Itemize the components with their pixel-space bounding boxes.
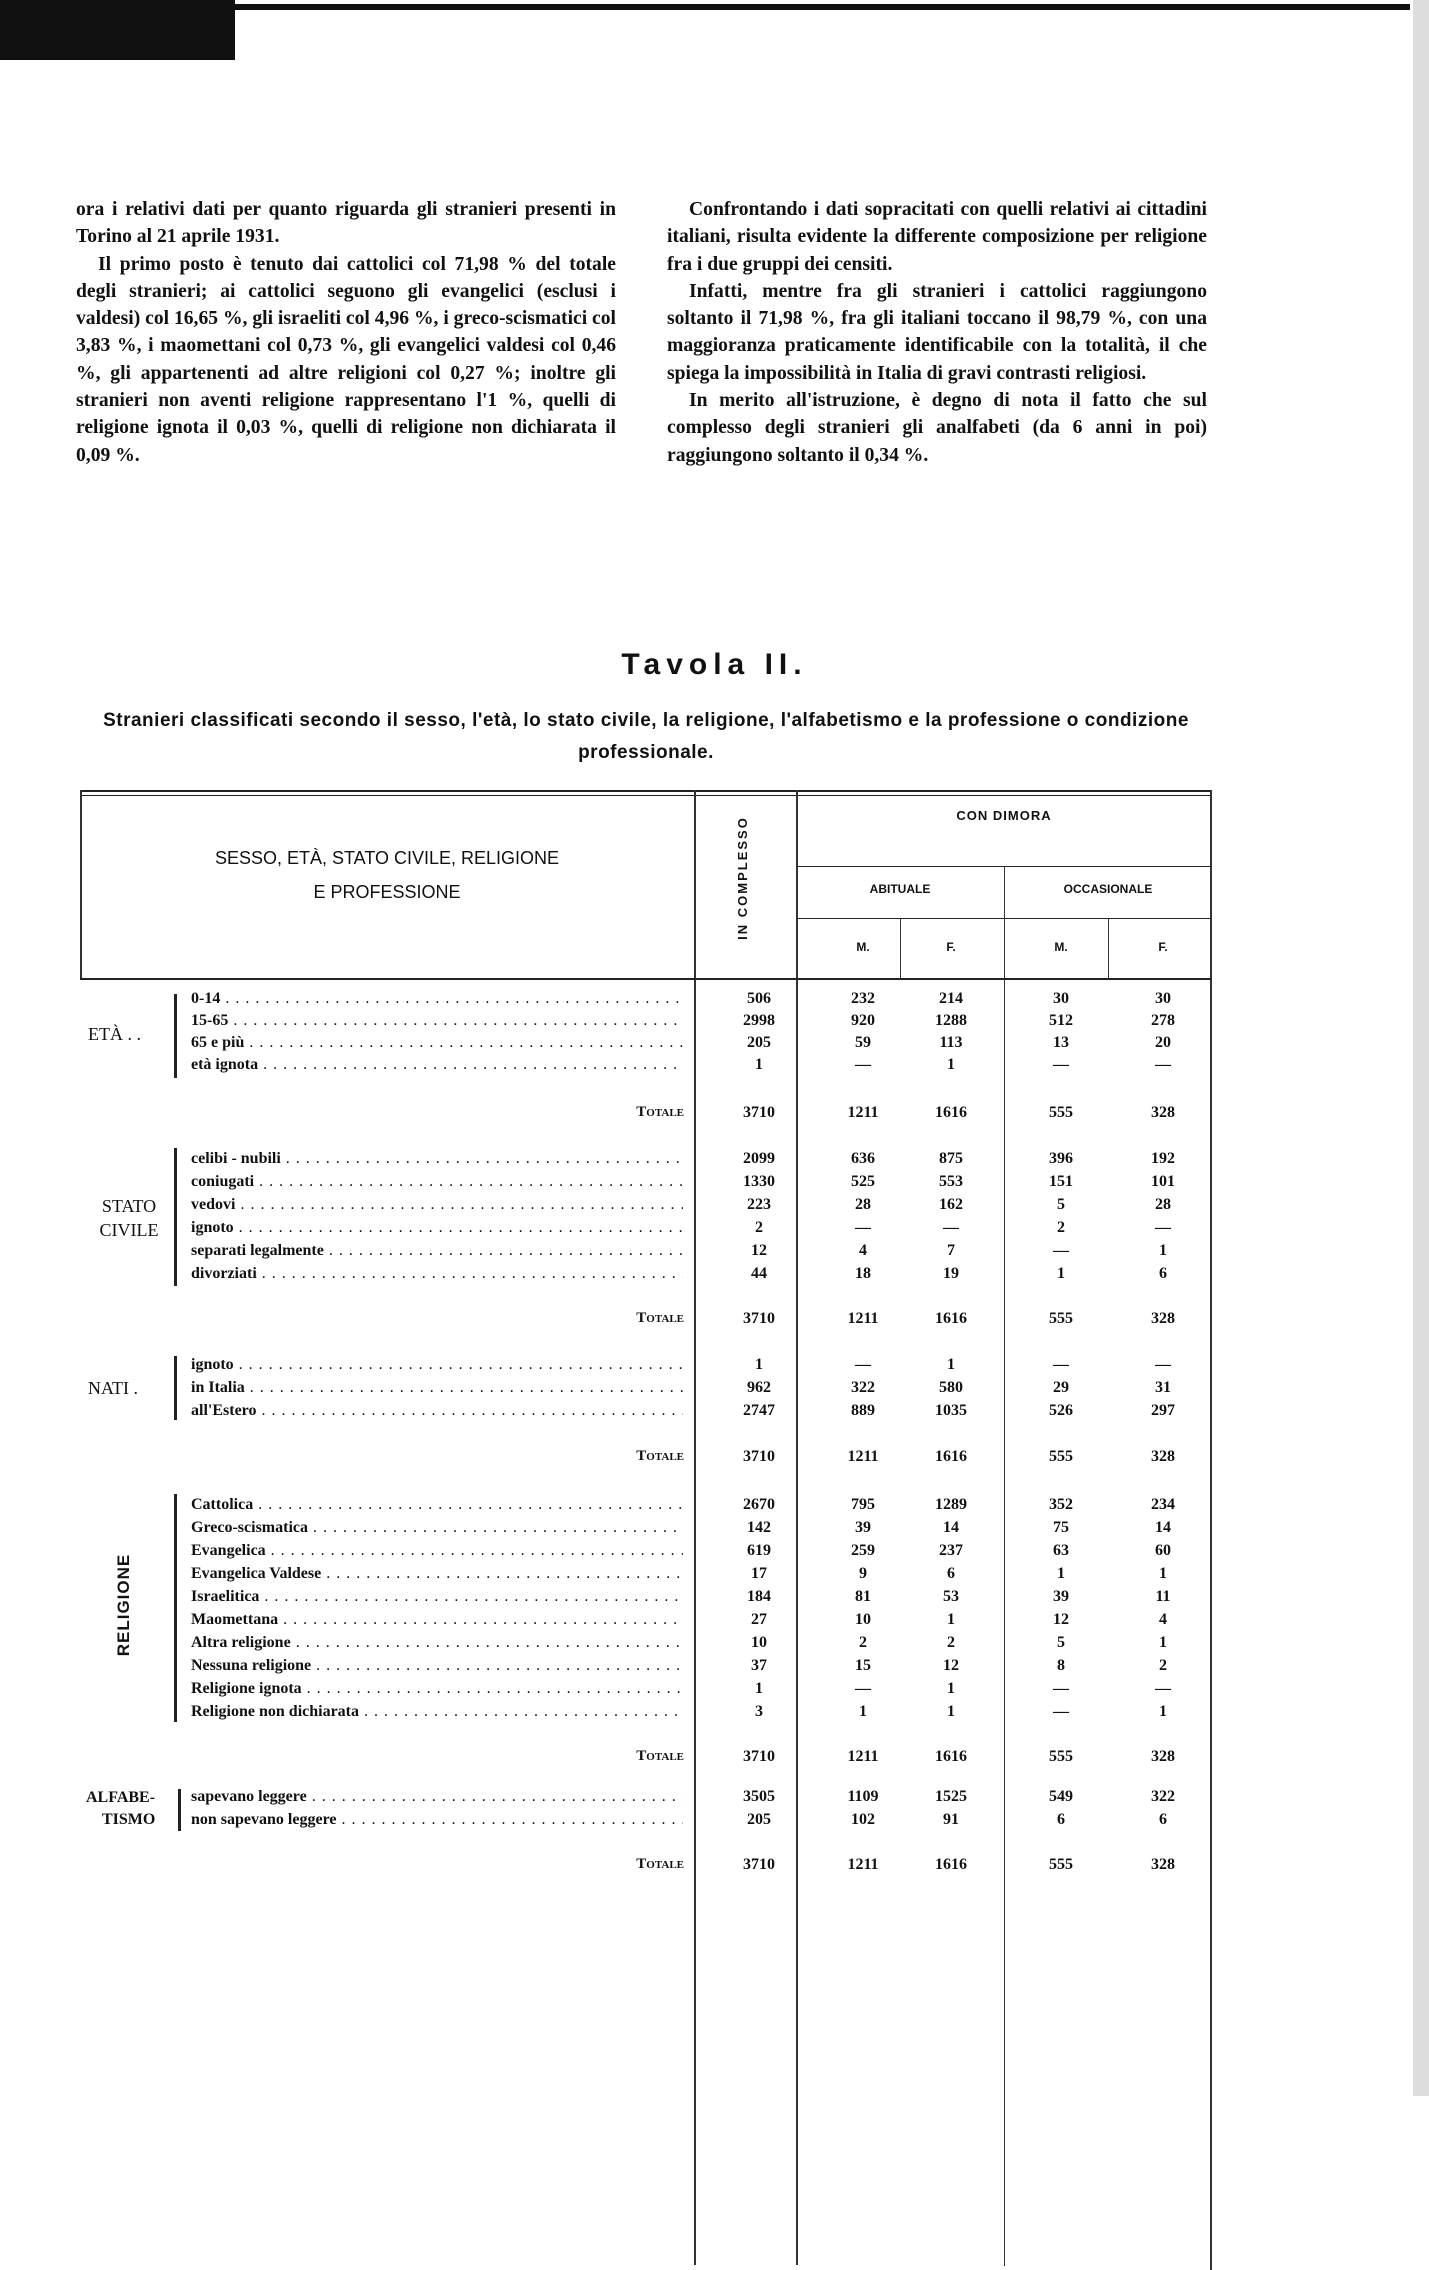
table-row <box>0 1379 1429 1401</box>
table-row <box>0 1634 1429 1656</box>
group-label-eta: ETÀ . . <box>88 1024 141 1044</box>
cell-abituale-m: — <box>855 1219 871 1236</box>
cell-abituale-m: 9 <box>859 1565 867 1582</box>
cell-in-complesso: 1330 <box>743 1173 775 1190</box>
paragraph: In merito all'istruzione, è degno di nota il fatto che sul complesso degli stranieri gli analfabeti (da 6 anni in poi) raggiungono soltanto il 0,34 %. <box>667 390 1207 466</box>
cell-occasionale-f: 2 <box>1159 1657 1167 1674</box>
total-label: Totale <box>636 1104 684 1120</box>
table-row <box>0 1056 1429 1078</box>
table-row <box>0 1788 1429 1810</box>
cell-total: 555 <box>1049 1310 1073 1327</box>
group-label-religione: RELIGIONE <box>114 1553 133 1657</box>
cell-abituale-f: 1 <box>947 1356 955 1373</box>
cell-abituale-m: 18 <box>855 1265 871 1282</box>
text-column-left <box>76 196 616 469</box>
cell-total: 1211 <box>847 1448 879 1465</box>
cell-in-complesso: 3 <box>755 1703 763 1720</box>
cell-in-complesso: 962 <box>747 1379 771 1396</box>
cell-in-complesso: 44 <box>751 1265 767 1282</box>
cell-total: 1616 <box>935 1748 967 1765</box>
cell-occasionale-m: 5 <box>1057 1634 1065 1651</box>
cell-in-complesso: 205 <box>747 1034 771 1051</box>
cell-occasionale-m: — <box>1053 1056 1069 1073</box>
total-label: Totale <box>636 1448 684 1464</box>
cell-occasionale-f: 31 <box>1155 1379 1171 1396</box>
cell-in-complesso: 37 <box>751 1657 767 1674</box>
cell-occasionale-m: — <box>1053 1680 1069 1697</box>
total-label: Totale <box>636 1310 684 1326</box>
row-label: Nessuna religione . . . <box>191 1657 683 1675</box>
table-row <box>0 1196 1429 1218</box>
paragraph: ora i relativi dati per quanto riguarda gli stranieri presenti in Torino al 21 aprile 1931. <box>76 199 616 248</box>
cell-abituale-m: 322 <box>851 1379 875 1396</box>
cell-in-complesso: 142 <box>747 1519 771 1536</box>
cell-total: 328 <box>1151 1104 1175 1121</box>
cell-in-complesso: 223 <box>747 1196 771 1213</box>
table-row <box>0 1356 1429 1378</box>
row-label: divorziati . . . <box>191 1265 683 1283</box>
cell-in-complesso: 2099 <box>743 1150 775 1167</box>
total-row <box>0 1104 1429 1128</box>
cell-abituale-f: 1 <box>947 1703 955 1720</box>
cell-abituale-m: 1109 <box>847 1788 879 1805</box>
cell-occasionale-f: 101 <box>1151 1173 1175 1190</box>
table-row <box>0 1542 1429 1564</box>
cell-occasionale-f: 14 <box>1155 1519 1171 1536</box>
cell-abituale-f: 237 <box>939 1542 963 1559</box>
cell-total: 3710 <box>743 1748 775 1765</box>
total-label: Totale <box>636 1856 684 1872</box>
cell-abituale-f: 875 <box>939 1150 963 1167</box>
cell-occasionale-m: — <box>1053 1356 1069 1373</box>
cell-occasionale-m: 39 <box>1053 1588 1069 1605</box>
cell-occasionale-f: 278 <box>1151 1012 1175 1029</box>
row-label: Religione ignota . . . <box>191 1680 683 1698</box>
row-label: ignoto . . . <box>191 1219 683 1237</box>
cell-occasionale-m: 30 <box>1053 990 1069 1007</box>
cell-abituale-m: — <box>855 1056 871 1073</box>
cell-in-complesso: 2 <box>755 1219 763 1236</box>
table-row <box>0 1173 1429 1195</box>
header-in-complesso: IN COMPLESSO <box>735 816 750 940</box>
table-row <box>0 1150 1429 1172</box>
cell-abituale-m: 795 <box>851 1496 875 1513</box>
cell-abituale-f: 214 <box>939 990 963 1007</box>
table-subtitle: Stranieri classificati secondo il sesso, l'età, lo stato civile, la religione, l'alfabetismo e la professione o condizione professionale. <box>103 710 1189 763</box>
table-title: Tavola II. <box>621 648 808 681</box>
cell-in-complesso: 17 <box>751 1565 767 1582</box>
cell-abituale-m: 2 <box>859 1634 867 1651</box>
cell-in-complesso: 184 <box>747 1588 771 1605</box>
cell-occasionale-f: 192 <box>1151 1150 1175 1167</box>
cell-abituale-m: 81 <box>855 1588 871 1605</box>
cell-abituale-f: 7 <box>947 1242 955 1259</box>
header-abituale: ABITUALE <box>869 882 931 896</box>
cell-total: 3710 <box>743 1448 775 1465</box>
group-label-alfabetismo-1: ALFABE- <box>86 1789 156 1806</box>
cell-abituale-m: 232 <box>851 990 875 1007</box>
cell-in-complesso: 1 <box>755 1680 763 1697</box>
row-label: ignoto . . . <box>191 1356 683 1374</box>
cell-abituale-f: 162 <box>939 1196 963 1213</box>
cell-abituale-f: 19 <box>943 1265 959 1282</box>
table-row <box>0 1588 1429 1610</box>
header-con-dimora: CON DIMORA <box>956 808 1052 823</box>
cell-total: 328 <box>1151 1448 1175 1465</box>
row-header-line1: SESSO, ETÀ, STATO CIVILE, RELIGIONE <box>214 848 560 868</box>
scan-top-line <box>200 4 1410 10</box>
cell-abituale-f: 580 <box>939 1379 963 1396</box>
cell-occasionale-m: — <box>1053 1242 1069 1259</box>
paragraph: Confrontando i dati sopracitati con quelli relativi ai cittadini italiani, risulta evidente la differente composizione per religione fra i due gruppi dei censiti. <box>667 199 1207 275</box>
cell-occasionale-m: 8 <box>1057 1657 1065 1674</box>
cell-in-complesso: 2670 <box>743 1496 775 1513</box>
cell-occasionale-m: 549 <box>1049 1788 1073 1805</box>
cell-total: 1211 <box>847 1310 879 1327</box>
cell-abituale-f: 53 <box>943 1588 959 1605</box>
cell-abituale-f: 1 <box>947 1611 955 1628</box>
paragraph: Il primo posto è tenuto dai cattolici col 71,98 % del totale degli stranieri; ai cattolici seguono gli evangelici (esclusi i valdesi) col 16,65 %, gli israeliti col 4,96 %, i greco-scismatici col 3,83 %, i maomettani col 0,73 %, gli evangelici valdesi col 0,46 %, gli appartenenti ad altre religioni col 0,27 %; inoltre gli stranieri non aventi religione rappresentano l'1 %, quelli di religione ignota il 0,03 %, quelli di religione non dichiarata il 0,09 %. <box>76 253 616 466</box>
cell-occasionale-f: 30 <box>1155 990 1171 1007</box>
scan-top-border <box>0 0 1429 62</box>
cell-total: 3710 <box>743 1104 775 1121</box>
cell-abituale-m: 28 <box>855 1196 871 1213</box>
cell-occasionale-m: 1 <box>1057 1265 1065 1282</box>
cell-total: 555 <box>1049 1748 1073 1765</box>
row-label: Cattolica . . . <box>191 1496 683 1514</box>
cell-total: 328 <box>1151 1310 1175 1327</box>
cell-occasionale-m: 512 <box>1049 1012 1073 1029</box>
cell-in-complesso: 1 <box>755 1056 763 1073</box>
header-occasionale-f: F. <box>1158 940 1168 954</box>
row-label: all'Estero . . . <box>191 1402 683 1420</box>
total-row <box>0 1310 1429 1334</box>
table-row <box>0 1496 1429 1518</box>
cell-in-complesso: 506 <box>747 990 771 1007</box>
row-label: vedovi . . . <box>191 1196 683 1214</box>
cell-abituale-m: 889 <box>851 1402 875 1419</box>
cell-abituale-m: — <box>855 1356 871 1373</box>
cell-total: 3710 <box>743 1310 775 1327</box>
row-label: sapevano leggere . . . <box>191 1788 683 1806</box>
cell-in-complesso: 1 <box>755 1356 763 1373</box>
cell-occasionale-f: 234 <box>1151 1496 1175 1513</box>
cell-occasionale-m: 352 <box>1049 1496 1073 1513</box>
text-column-right <box>667 196 1207 469</box>
table-row <box>0 1811 1429 1833</box>
cell-occasionale-f: — <box>1155 1219 1171 1236</box>
cell-occasionale-m: 75 <box>1053 1519 1069 1536</box>
row-header-line2: E PROFESSIONE <box>313 882 461 902</box>
header-abituale-f: F. <box>946 940 956 954</box>
cell-abituale-f: 1 <box>947 1680 955 1697</box>
table-row <box>0 1703 1429 1725</box>
cell-total: 1211 <box>847 1748 879 1765</box>
paragraph: Infatti, mentre fra gli stranieri i cattolici raggiungono soltanto il 71,98 %, fra gli italiani toccano il 98,79 %, con una maggioranza praticamente identificabile con la totalità, il che spiega la impossibilità in Italia di gravi contrasti religiosi. <box>667 280 1207 384</box>
mf-divider-2 <box>1108 918 1109 980</box>
cell-occasionale-f: — <box>1155 1356 1171 1373</box>
table-top-rule <box>80 790 1212 792</box>
cell-abituale-f: — <box>943 1219 959 1236</box>
cell-total: 1211 <box>847 1856 879 1873</box>
cell-occasionale-m: 63 <box>1053 1542 1069 1559</box>
table-top-rule-thin <box>80 795 1212 796</box>
cell-occasionale-m: 396 <box>1049 1150 1073 1167</box>
table-row <box>0 1657 1429 1679</box>
cell-abituale-m: 636 <box>851 1150 875 1167</box>
cell-total: 1616 <box>935 1310 967 1327</box>
cell-occasionale-f: 1 <box>1159 1242 1167 1259</box>
table-row <box>0 1680 1429 1702</box>
cell-total: 555 <box>1049 1104 1073 1121</box>
cell-abituale-f: 1525 <box>935 1788 967 1805</box>
cell-total: 1616 <box>935 1856 967 1873</box>
row-label: 0-14 . . . <box>191 990 683 1008</box>
cell-occasionale-f: 60 <box>1155 1542 1171 1559</box>
row-label: Israelitica . . . <box>191 1588 683 1606</box>
cell-in-complesso: 2747 <box>743 1402 775 1419</box>
row-label: Evangelica . . . <box>191 1542 683 1560</box>
cell-abituale-f: 1 <box>947 1056 955 1073</box>
cell-total: 1616 <box>935 1104 967 1121</box>
table-row <box>0 1611 1429 1633</box>
cell-occasionale-m: 6 <box>1057 1811 1065 1828</box>
cell-abituale-m: 259 <box>851 1542 875 1559</box>
total-row <box>0 1448 1429 1472</box>
cell-abituale-m: 15 <box>855 1657 871 1674</box>
cell-occasionale-f: 1 <box>1159 1703 1167 1720</box>
total-row <box>0 1856 1429 1880</box>
cell-occasionale-f: 297 <box>1151 1402 1175 1419</box>
total-row <box>0 1748 1429 1772</box>
table-row <box>0 1519 1429 1541</box>
row-label: Evangelica Valdese . . . <box>191 1565 683 1583</box>
cell-occasionale-m: 1 <box>1057 1565 1065 1582</box>
group-label-alfabetismo-2: TISMO <box>102 1811 156 1828</box>
cell-abituale-f: 12 <box>943 1657 959 1674</box>
cell-in-complesso: 12 <box>751 1242 767 1259</box>
table-row <box>0 990 1429 1012</box>
table-row <box>0 1012 1429 1034</box>
cell-abituale-m: 59 <box>855 1034 871 1051</box>
total-label: Totale <box>636 1748 684 1764</box>
cell-occasionale-m: — <box>1053 1703 1069 1720</box>
row-label: non sapevano leggere . . . <box>191 1811 683 1829</box>
cell-total: 555 <box>1049 1448 1073 1465</box>
cell-in-complesso: 205 <box>747 1811 771 1828</box>
table-row <box>0 1265 1429 1287</box>
cell-in-complesso: 3505 <box>743 1788 775 1805</box>
cell-occasionale-f: 322 <box>1151 1788 1175 1805</box>
cell-abituale-m: 4 <box>859 1242 867 1259</box>
cell-abituale-f: 14 <box>943 1519 959 1536</box>
table-row <box>0 1219 1429 1241</box>
row-label: celibi - nubili . . . <box>191 1150 683 1168</box>
table-row <box>0 1242 1429 1264</box>
cell-occasionale-f: 6 <box>1159 1811 1167 1828</box>
cell-total: 328 <box>1151 1748 1175 1765</box>
cell-abituale-f: 1035 <box>935 1402 967 1419</box>
row-label: età ignota . . . <box>191 1056 683 1074</box>
cell-occasionale-f: 1 <box>1159 1565 1167 1582</box>
header-occasionale: OCCASIONALE <box>1063 882 1153 896</box>
cell-abituale-f: 1288 <box>935 1012 967 1029</box>
cell-abituale-f: 6 <box>947 1565 955 1582</box>
cell-abituale-f: 553 <box>939 1173 963 1190</box>
cell-occasionale-f: 1 <box>1159 1634 1167 1651</box>
group-label-nati: NATI . <box>88 1378 138 1398</box>
row-label: separati legalmente . . . <box>191 1242 683 1260</box>
cell-total: 1616 <box>935 1448 967 1465</box>
row-label: Religione non dichiarata . . . <box>191 1703 683 1721</box>
cell-occasionale-m: 151 <box>1049 1173 1073 1190</box>
cell-occasionale-f: 28 <box>1155 1196 1171 1213</box>
cell-occasionale-m: 5 <box>1057 1196 1065 1213</box>
cell-total: 328 <box>1151 1856 1175 1873</box>
cell-occasionale-m: 526 <box>1049 1402 1073 1419</box>
cell-in-complesso: 619 <box>747 1542 771 1559</box>
cell-abituale-f: 2 <box>947 1634 955 1651</box>
cell-occasionale-f: 6 <box>1159 1265 1167 1282</box>
cell-occasionale-m: 29 <box>1053 1379 1069 1396</box>
table-row <box>0 1402 1429 1424</box>
row-label: 15-65 . . . <box>191 1012 683 1030</box>
cell-occasionale-m: 12 <box>1053 1611 1069 1628</box>
cell-abituale-m: — <box>855 1680 871 1697</box>
cell-occasionale-f: 20 <box>1155 1034 1171 1051</box>
row-label: Altra religione . . . <box>191 1634 683 1652</box>
cell-abituale-f: 91 <box>943 1811 959 1828</box>
row-label: Maomettana . . . <box>191 1611 683 1629</box>
row-label: Greco-scismatica . . . <box>191 1519 683 1537</box>
cell-abituale-m: 1 <box>859 1703 867 1720</box>
header-occasionale-m: M. <box>1054 940 1068 954</box>
cell-in-complesso: 10 <box>751 1634 767 1651</box>
cell-abituale-m: 920 <box>851 1012 875 1029</box>
cell-occasionale-f: — <box>1155 1056 1171 1073</box>
cell-total: 555 <box>1049 1856 1073 1873</box>
cell-abituale-m: 102 <box>851 1811 875 1828</box>
cell-abituale-f: 1289 <box>935 1496 967 1513</box>
row-label: in Italia . . . <box>191 1379 683 1397</box>
cell-occasionale-f: — <box>1155 1680 1171 1697</box>
cell-in-complesso: 27 <box>751 1611 767 1628</box>
cell-total: 1211 <box>847 1104 879 1121</box>
cell-occasionale-m: 13 <box>1053 1034 1069 1051</box>
cell-abituale-m: 39 <box>855 1519 871 1536</box>
header-bottom-rule <box>80 978 1212 980</box>
cell-occasionale-m: 2 <box>1057 1219 1065 1236</box>
cell-abituale-m: 525 <box>851 1173 875 1190</box>
table-row <box>0 1034 1429 1056</box>
cell-total: 3710 <box>743 1856 775 1873</box>
cell-abituale-m: 10 <box>855 1611 871 1628</box>
header-abituale-m: M. <box>856 940 870 954</box>
table-row <box>0 1565 1429 1587</box>
row-label: coniugati . . . <box>191 1173 683 1191</box>
cell-abituale-f: 113 <box>939 1034 963 1051</box>
group-label-stato-civile: STATO CIVILE <box>99 1196 159 1240</box>
cell-in-complesso: 2998 <box>743 1012 775 1029</box>
cell-occasionale-f: 11 <box>1155 1588 1171 1605</box>
cell-occasionale-f: 4 <box>1159 1611 1167 1628</box>
row-label: 65 e più . . . <box>191 1034 683 1052</box>
